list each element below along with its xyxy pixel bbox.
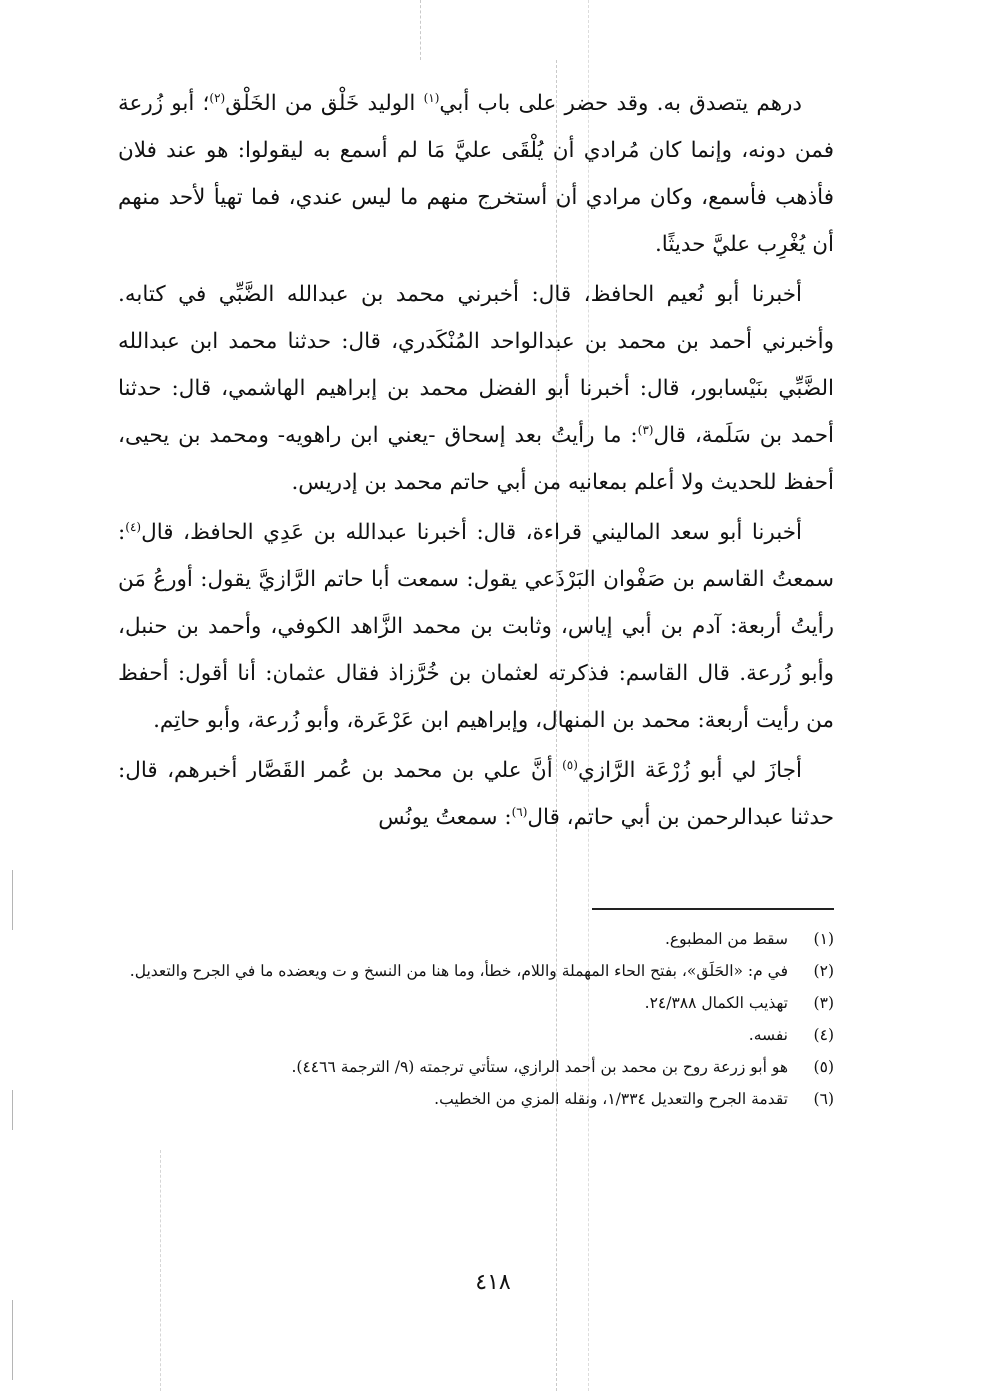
paragraph <box>118 80 834 268</box>
footnote-number: (٥) <box>813 1058 834 1076</box>
footnote-number: (٢) <box>813 962 834 980</box>
paragraph-text: الوليد خَلْق من الخَلْق <box>225 91 424 116</box>
paragraph-text: أنَّ علي بن محمد بن عُمر القَصَّار أخبرهم، قال: حدثنا عبدالرحمن بن أبي حاتم، قال <box>118 758 834 830</box>
footnotes <box>118 926 834 1118</box>
footnote-ref: (٥) <box>562 757 578 772</box>
footnote-number: (٦) <box>813 1090 834 1108</box>
scan-artifact-mark <box>12 870 13 930</box>
footnote <box>118 990 834 1016</box>
paragraph <box>118 747 834 841</box>
page-number: ٤١٨ <box>475 1270 511 1295</box>
footnote-number: (٤) <box>813 1026 834 1044</box>
footnote-ref: (٦) <box>511 804 528 819</box>
footnote-text: في م: «الحَلَق»، بفتح الحاء المهملة واللام، خطأ، وما هنا من النسخ و ت ويعضده ما في الجرح والتعديل. <box>129 962 788 980</box>
footnote <box>118 958 834 984</box>
footnote-separator <box>592 908 834 910</box>
footnote-number: (٣) <box>813 994 834 1012</box>
paragraph <box>118 271 834 506</box>
footnote-number: (١) <box>813 930 834 948</box>
paragraph <box>118 509 834 744</box>
paragraph-text: ؛ أبو زُرعة فمن دونه، وإنما كان مُرادي أن يُلْقَى عليَّ مَا لم أسمع به ليقولوا: هو عند فلان فأذهب فأسمع، وكان مرادي أن أستخرج منهم ما ليس عندي، فما تهيأ لأحد منهم أن يُغْرِب عليَّ حديثًا. <box>118 91 834 257</box>
scan-artifact-line <box>420 0 421 60</box>
footnote <box>118 926 834 952</box>
scan-artifact-mark <box>12 1300 13 1380</box>
paragraph-text: أجازَ لي أبو زُرْعَة الرَّازي <box>577 758 802 783</box>
footnote <box>118 1054 834 1080</box>
footnote-ref: (٣) <box>637 422 654 437</box>
footnote-text: سقط من المطبوع. <box>664 930 788 948</box>
paragraph-text: أخبرنا أبو نُعيم الحافظ، قال: أخبرني محمد بن عبدالله الضَّبِّي في كتابه. وأخبرني أحمد بن محمد بن عبدالواحد المُنْكَدري، قال: حدثنا محمد ابن عبدالله الضَّبِّي بنَيْسابور، قال: أخبرنا أبو الفضل محمد بن إبراهيم الهاشمي، قال: حدثنا أحمد بن سَلَمة، قال <box>118 282 835 448</box>
footnote-text: تهذيب الكمال ٢٤/٣٨٨. <box>644 994 788 1012</box>
main-text <box>118 80 834 844</box>
scan-artifact-mark <box>12 1090 13 1130</box>
footnote <box>118 1022 834 1048</box>
footnote-ref: (٢) <box>209 90 226 105</box>
footnote-text: تقدمة الجرح والتعديل ١/٣٣٤، ونقله المزي من الخطيب. <box>434 1090 788 1108</box>
paragraph-text: درهم يتصدق به. وقد حضر على باب أبي <box>439 91 803 116</box>
footnote-ref: (١) <box>423 90 440 105</box>
footnote-text: هو أبو زرعة روح بن محمد بن أحمد الرازي، ستأتي ترجمته (٩/ الترجمة ٤٤٦٦). <box>291 1058 788 1076</box>
footnote-text: نفسه. <box>748 1026 788 1044</box>
paragraph-text: : ما رأيتُ بعد إسحاق -يعني ابن راهويه- ومحمد بن يحيى، أحفظ للحديث ولا أعلم بمعانيه من أبي حاتم محمد بن إدريس. <box>118 423 834 495</box>
paragraph-text: أخبرنا أبو سعد الماليني قراءة، قال: أخبرنا عبدالله بن عَدِي الحافظ، قال <box>141 520 802 545</box>
paragraph-text: : سمعتُ القاسم بن صَفْوان البَرْذَعي يقول: سمعت أبا حاتم الرَّازيَّ يقول: أورعُ مَن رأيتُ أربعة: آدم بن أبي إياس، وثابت بن محمد الزَّاهد الكوفي، وأحمد بن حنبل، وأبو زُرعة. قال القاسم: فذكرته لعثمان بن خُرَّزاذ فقال عثمان: أنا أقول: أحفظ من رأيت أربعة: محمد بن المنهال، وإبراهيم ابن عَرْعَرة، وأبو زُرعة، وأبو حاتِم. <box>118 520 834 733</box>
footnote-ref: (٤) <box>125 519 142 534</box>
paragraph-text: : سمعتُ يونُس <box>378 805 512 830</box>
footnote <box>118 1086 834 1112</box>
